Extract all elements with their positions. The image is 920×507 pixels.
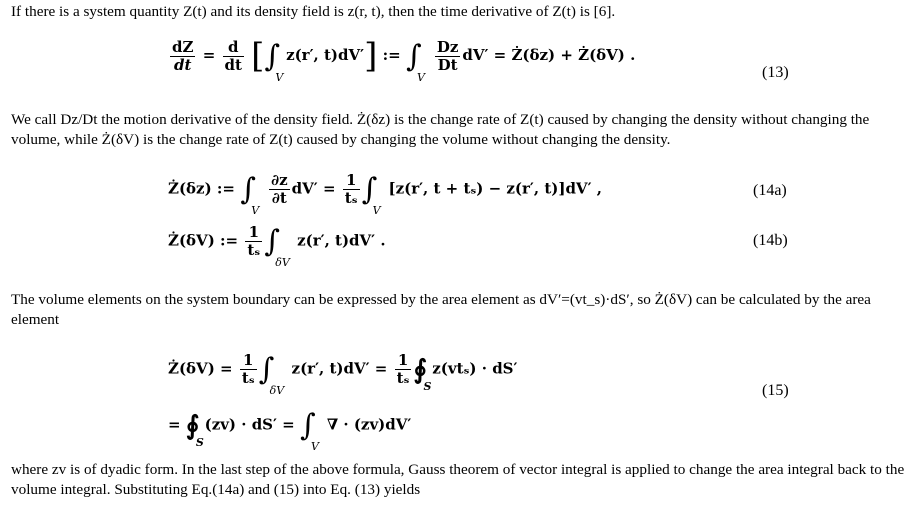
- frac-one-ts: $\frac{1}{\text{tₛ}}$: [241, 351, 255, 387]
- frac-one-ts: $\frac{1}{\text{tₛ}}$: [344, 171, 358, 207]
- paragraph-volume-elements: The volume elements on the system boundary can be expressed by the area element as dV′=(vt_s)·dS′, so Ż(δV) can be calculated by the area element: [11, 291, 871, 328]
- equation-number-13: (13): [762, 64, 789, 81]
- integral-symbol: ∫ V: [264, 38, 284, 84]
- frac-partial: $\frac{\partial z}{\partial t}$: [271, 171, 288, 207]
- frac-one-ts: $\frac{1}{\text{tₛ}}$: [247, 223, 261, 259]
- frac-dZ-dt: $\frac{dZ}{dt}$: [172, 37, 194, 74]
- equation-number-15: (15): [762, 382, 789, 399]
- frac-d-dt: $\frac{d}{dt}$: [224, 37, 242, 74]
- equation-14a: Ż(δz) := ∫ V $\frac{\partial z}{\partial t}$ dV′ = $\frac{1}{\text{tₛ}}$ ∫ V [z(r′, t + tₛ) − z(r′, t)]dV′ ,: [168, 171, 602, 217]
- integral-symbol: ∫ δV: [258, 352, 285, 397]
- paragraph-gauss-theorem: where zv is of dyadic form. In the last step of the above formula, Gauss theorem of vector integral is applied to change the area integral back to the volume integral. Substituting Eq.(14a) and (15) into Eq. (13) yields: [11, 461, 905, 498]
- equation-15-line-1: Ż(δV) = $\frac{1}{\text{tₛ}}$ ∫ δV z(r′, t)dV′ = $\frac{1}{\text{tₛ}}$ ∮ S z(vtₛ) · dS′: [168, 351, 518, 397]
- equation-13: $\frac{dZ}{dt}$ = $\frac{d}{dt}$ [∫ V z(r′, t)dV′] := ∫ V $\frac{Dz}{Dt}$ dV′ = Ż(δz) + Ż(δV) .: [172, 36, 636, 84]
- integral-symbol: ∫ V: [361, 172, 381, 217]
- integral-symbol: ∫ δV: [264, 224, 290, 269]
- equation-14b: Ż(δV) := $\frac{1}{\text{tₛ}}$ ∫ δV z(r′, t)dV′ .: [168, 223, 386, 269]
- contour-integral-symbol: ∮ S: [413, 354, 432, 393]
- paragraph-intro: If there is a system quantity Z(t) and its density field is z(r, t), then the time derivative of Z(t) is [6].: [11, 3, 616, 20]
- integral-symbol: ∫ V: [240, 172, 260, 217]
- frac-Dz-Dt: $\frac{Dz}{Dt}$: [436, 37, 459, 74]
- equation-number-14b: (14b): [753, 232, 788, 249]
- frac-one-ts: $\frac{1}{\text{tₛ}}$: [396, 351, 410, 387]
- integral-symbol: ∫ V: [405, 38, 425, 84]
- inner-integrand: z(r′, t)dV′: [286, 46, 365, 64]
- integral-symbol: ∫ V: [300, 408, 319, 453]
- paragraph-motion-derivative: We call Dz/Dt the motion derivative of the density field. Ż(δz) is the change rate of Z(t) caused by changing the density without changing the volume, while Ż(δV) is the change rate of Z(t) caused by changing the volume without changing the density.: [11, 111, 870, 148]
- contour-integral-symbol: ∮ S: [185, 410, 204, 449]
- equation-15-line-2: = ∮ S (zv) · dS′ = ∫ V ∇ · (zv)dV′: [168, 408, 412, 453]
- equation-number-14a: (14a): [753, 182, 787, 199]
